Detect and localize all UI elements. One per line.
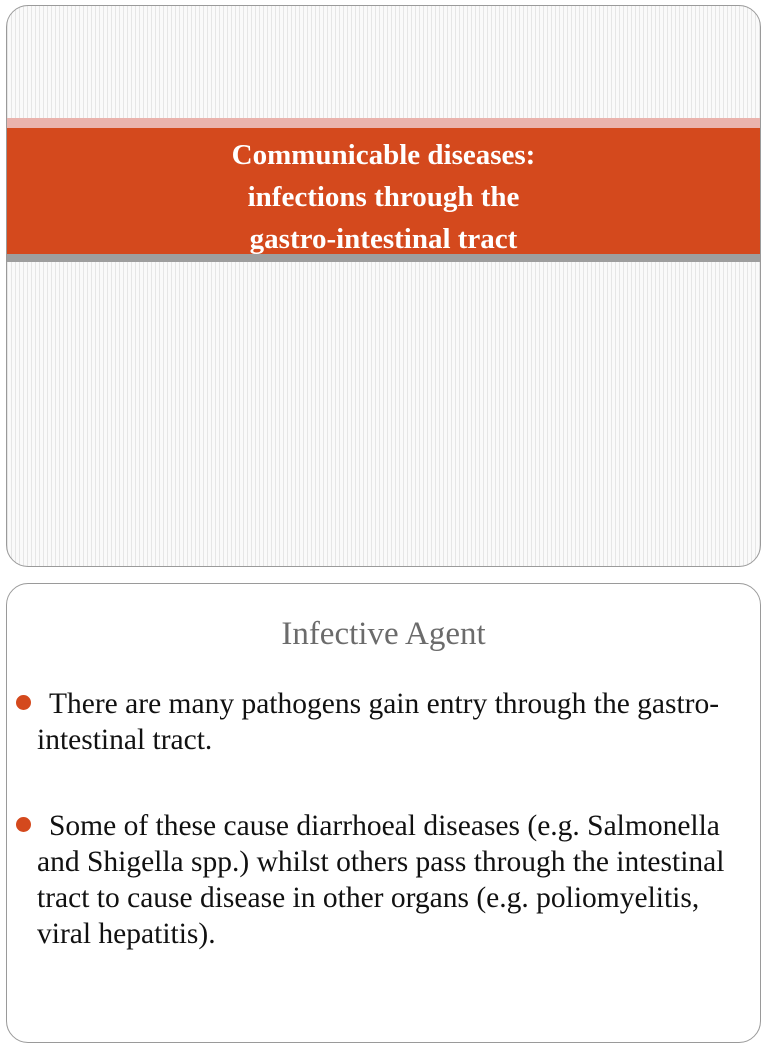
title-slide [6, 5, 761, 567]
bullet-item [37, 686, 740, 758]
slide-title-line: Communicable diseases: [231, 139, 536, 171]
bullet-item [37, 808, 740, 952]
slide-title-line: infections through the [247, 181, 520, 213]
bullet-text: Some of these cause diarrhoeal diseases (e.g. Salmonella and Shigella spp.) whilst others pass through the intestinal tract to cause disease in other organs (e.g. poliomyelitis, viral hepatitis). [37, 810, 725, 950]
bullet-text: There are many pathogens gain entry through the gastro-intestinal tract. [37, 688, 720, 756]
content-slide [6, 583, 761, 1043]
title-band-top-accent [7, 118, 760, 128]
bullet-list [37, 686, 740, 952]
slide-title [7, 134, 760, 260]
round-bullet-icon [16, 695, 31, 710]
slide-title-line: gastro-intestinal tract [249, 223, 518, 255]
round-bullet-icon [16, 817, 31, 832]
slide-heading: Infective Agent [281, 616, 486, 652]
